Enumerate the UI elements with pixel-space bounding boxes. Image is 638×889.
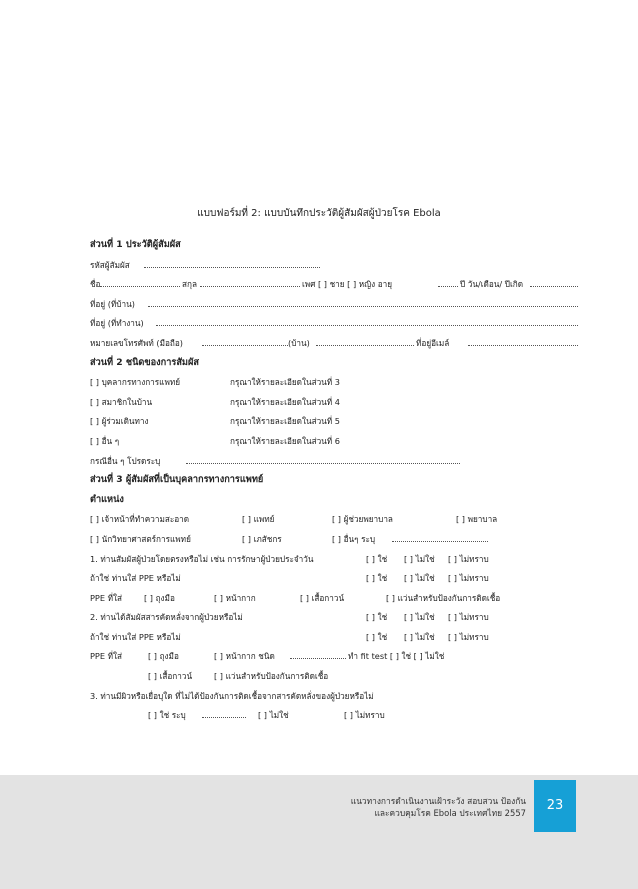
surname-field[interactable] xyxy=(200,279,300,287)
q1-text: 1. ท่านสัมผัสผู้ป่วยโดยตรงหรือไม่ เช่น การรักษาผู้ป่วยประจำวัน xyxy=(90,553,314,564)
contact-code-field[interactable] xyxy=(144,260,320,268)
home-address-row xyxy=(90,299,580,319)
ppe-label: PPE ที่ใส่ xyxy=(90,592,123,603)
section2-heading: ส่วนที่ 2 ชนิดของการสัมผัส xyxy=(90,356,199,368)
q2-row xyxy=(90,612,580,632)
q3-row xyxy=(90,691,580,711)
age-unit-label: ปี วัน/เดือน/ ปีเกิด xyxy=(460,279,524,290)
q3-text: 3. ท่านมีผิวหรือเยื่อบุใด ที่ไม่ได้ป้องกันการติดเชื้อจากสารคัดหลั่งของผู้ป่วยหรือไม่ xyxy=(90,690,374,701)
q3-specify-field[interactable] xyxy=(202,710,246,718)
phone-row xyxy=(90,338,580,358)
q2-unknown[interactable]: [ ] ไม่ทราบ xyxy=(448,612,489,623)
q2-no[interactable]: [ ] ไม่ใช่ xyxy=(404,612,435,623)
work-address-row xyxy=(90,318,580,338)
contact-type-option[interactable]: [ ] อื่น ๆ xyxy=(90,435,120,446)
mask-type-field[interactable] xyxy=(290,651,346,659)
other-specify-label: กรณีอื่น ๆ โปรดระบุ xyxy=(90,455,161,466)
q1-yes[interactable]: [ ] ใช่ xyxy=(366,553,388,564)
q2-ppe-items-row xyxy=(90,651,580,671)
contact-type-row xyxy=(90,416,580,436)
q2-ppe-unknown[interactable]: [ ] ไม่ทราบ xyxy=(448,631,489,642)
ppe-gown[interactable]: [ ] เสื้อกาวน์ xyxy=(300,592,345,603)
contact-type-option[interactable]: [ ] ผู้ร่วมเดินทาง xyxy=(90,416,149,427)
position-option[interactable]: [ ] นักวิทยาศาสตร์การแพทย์ xyxy=(90,533,191,544)
footer-line-1: แนวทางการดำเนินงานเฝ้าระวัง สอบสวน ป้องกัน xyxy=(350,796,526,806)
q3-unknown[interactable]: [ ] ไม่ทราบ xyxy=(344,710,385,721)
q3-yes[interactable]: [ ] ใช่ ระบุ xyxy=(148,710,186,721)
birthdate-field[interactable] xyxy=(530,279,578,287)
contact-type-note: กรุณาให้รายละเอียดในส่วนที่ 5 xyxy=(230,416,340,427)
footer-line-2: และควบคุมโรค Ebola ประเทศไทย 2557 xyxy=(374,808,526,818)
other-specify-field[interactable] xyxy=(186,456,460,464)
contact-code-label: รหัสผู้สัมผัส xyxy=(90,259,130,270)
mobile-field[interactable] xyxy=(202,338,288,346)
position-option[interactable]: [ ] พยาบาล xyxy=(456,514,498,525)
email-label: ที่อยู่อีเมล์ xyxy=(416,337,450,348)
q1-ppe-text: ถ้าใช่ ท่านใส่ PPE หรือไม่ xyxy=(90,573,181,584)
ppe-goggles[interactable]: [ ] แว่นสำหรับป้องกันการติดเชื้อ xyxy=(214,671,329,682)
contact-type-option[interactable]: [ ] สมาชิกในบ้าน xyxy=(90,396,153,407)
home-address-field[interactable] xyxy=(148,299,578,307)
position-row-2 xyxy=(90,534,580,554)
q2-ppe-items-row-2 xyxy=(90,671,580,691)
mobile-label: หมายเลขโทรศัพท์ (มือถือ) xyxy=(90,337,183,348)
footer-text xyxy=(351,795,526,819)
contact-type-note: กรุณาให้รายละเอียดในส่วนที่ 3 xyxy=(230,377,340,388)
q3-answer-row xyxy=(90,710,580,730)
age-field[interactable] xyxy=(438,279,458,287)
form-content xyxy=(90,240,580,730)
q1-unknown[interactable]: [ ] ไม่ทราบ xyxy=(448,553,489,564)
position-option[interactable]: [ ] เภสัชกร xyxy=(242,533,282,544)
other-specify-row xyxy=(90,456,580,476)
q1-ppe-items-row xyxy=(90,593,580,613)
q1-ppe-unknown[interactable]: [ ] ไม่ทราบ xyxy=(448,573,489,584)
surname-label: สกุล xyxy=(182,279,197,290)
contact-type-note: กรุณาให้รายละเอียดในส่วนที่ 4 xyxy=(230,396,340,407)
position-option[interactable]: [ ] อื่นๆ ระบุ xyxy=(332,533,376,544)
q1-ppe-no[interactable]: [ ] ไม่ใช่ xyxy=(404,573,435,584)
q1-ppe-yes[interactable]: [ ] ใช่ xyxy=(366,573,388,584)
contact-type-row xyxy=(90,397,580,417)
q2-ppe-no[interactable]: [ ] ไม่ใช่ xyxy=(404,631,435,642)
ppe-glove[interactable]: [ ] ถุงมือ xyxy=(144,592,175,603)
ppe-label: PPE ที่ใส่ xyxy=(90,651,123,662)
section1-heading: ส่วนที่ 1 ประวัติผู้สัมผัส xyxy=(90,239,181,250)
q2-ppe-yes[interactable]: [ ] ใช่ xyxy=(366,631,388,642)
ppe-mask-type[interactable]: [ ] หน้ากาก ชนิด xyxy=(214,651,275,662)
position-option[interactable]: [ ] ผู้ช่วยพยาบาล xyxy=(332,514,393,525)
position-option[interactable]: [ ] เจ้าหน้าที่ทำความสะอาด xyxy=(90,514,190,525)
q2-ppe-row xyxy=(90,632,580,652)
home-phone-label: (บ้าน) xyxy=(288,337,310,348)
contact-type-note: กรุณาให้รายละเอียดในส่วนที่ 6 xyxy=(230,435,340,446)
q1-ppe-row xyxy=(90,573,580,593)
ppe-goggles[interactable]: [ ] แว่นสำหรับป้องกันการติดเชื้อ xyxy=(386,592,501,603)
q1-row xyxy=(90,554,580,574)
ppe-glove[interactable]: [ ] ถุงมือ xyxy=(148,651,179,662)
name-field[interactable] xyxy=(100,279,180,287)
contact-code-row xyxy=(90,260,580,280)
section3-heading: ส่วนที่ 3 ผู้สัมผัสที่เป็นบุคลากรทางการแพทย์ xyxy=(90,474,264,486)
q2-ppe-text: ถ้าใช่ ท่านใส่ PPE หรือไม่ xyxy=(90,631,181,642)
contact-type-row xyxy=(90,377,580,397)
position-label: ตำแหน่ง xyxy=(90,493,124,505)
position-row-1 xyxy=(90,514,580,534)
name-row xyxy=(90,279,580,299)
position-option[interactable]: [ ] แพทย์ xyxy=(242,514,275,525)
q2-text: 2. ท่านได้สัมผัสสารคัดหลั่งจากผู้ป่วยหรือไม่ xyxy=(90,612,243,623)
work-address-label: ที่อยู่ (ที่ทำงาน) xyxy=(90,318,144,329)
page-number: 23 xyxy=(534,780,576,832)
email-field[interactable] xyxy=(468,338,578,346)
position-other-field[interactable] xyxy=(392,534,488,542)
q3-no[interactable]: [ ] ไม่ใช่ xyxy=(258,710,289,721)
sex-age-label: เพศ [ ] ชาย [ ] หญิง อายุ xyxy=(302,279,393,290)
contact-type-row xyxy=(90,436,580,456)
fit-test[interactable]: ทำ fit test [ ] ใช่ [ ] ไม่ใช่ xyxy=(348,651,445,662)
home-phone-field[interactable] xyxy=(316,338,414,346)
form-title: แบบฟอร์มที่ 2: แบบบันทึกประวัติผู้สัมผัสผู้ป่วยโรค Ebola xyxy=(197,208,441,219)
name-label: ชื่อ xyxy=(90,279,101,290)
ppe-mask[interactable]: [ ] หน้ากาก xyxy=(214,592,256,603)
ppe-gown[interactable]: [ ] เสื้อกาวน์ xyxy=(148,671,193,682)
home-address-label: ที่อยู่ (ที่บ้าน) xyxy=(90,298,135,309)
contact-type-option[interactable]: [ ] บุคลากรทางการแพทย์ xyxy=(90,377,181,388)
work-address-field[interactable] xyxy=(156,318,578,326)
q2-yes[interactable]: [ ] ใช่ xyxy=(366,612,388,623)
q1-no[interactable]: [ ] ไม่ใช่ xyxy=(404,553,435,564)
